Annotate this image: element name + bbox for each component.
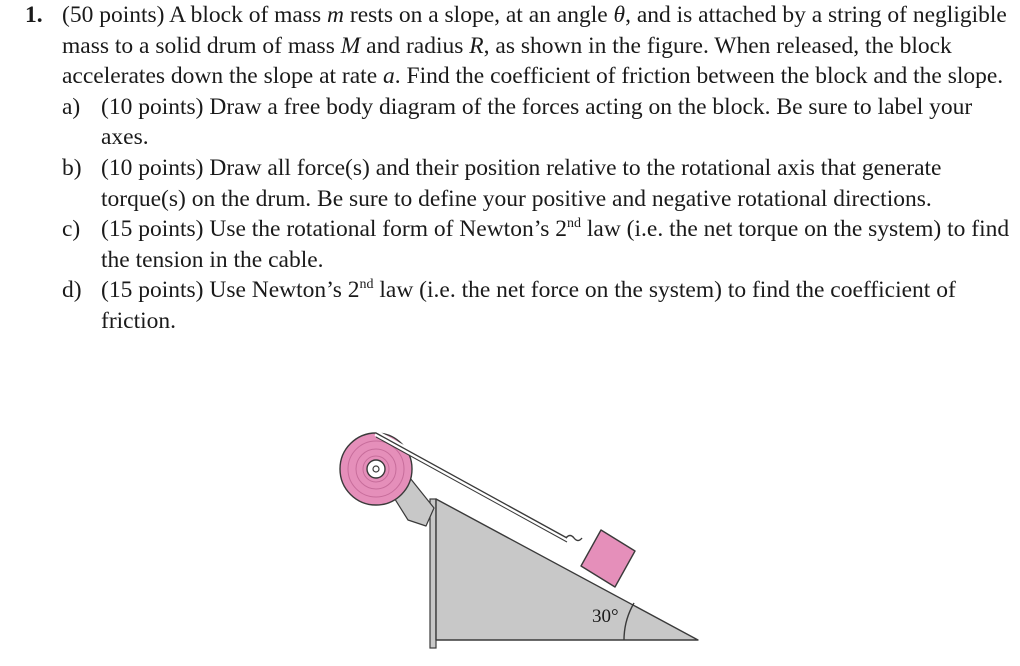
sub-question-a (25, 92, 1015, 153)
superscript-nd: nd (567, 216, 581, 232)
part-text: law (i.e. the net force on the system) to find the coefficient of friction. (101, 277, 956, 334)
problem-1 (25, 0, 1015, 337)
stem-text: and radius (360, 32, 470, 59)
angle-label: 30° (592, 606, 619, 627)
var-a: a (383, 63, 395, 90)
stem-text: , and is attached by a string of negligible mass to a solid drum of mass (62, 2, 1007, 59)
stem-text: . Find the coefficient of friction between the block and the slope. (394, 63, 1004, 90)
part-letter: a) (62, 93, 81, 120)
block (581, 530, 635, 587)
problem-number: 1. (25, 2, 43, 28)
problem-statement (25, 0, 1015, 92)
part-text: (15 points) Use the rotational form of Newton’s 2 (101, 216, 567, 243)
stem-text: A block of mass (164, 2, 328, 28)
part-text: (15 points) Use Newton’s 2 (101, 277, 360, 304)
incline-drum-figure (330, 420, 710, 650)
sub-question-b (25, 153, 1015, 214)
var-theta: θ (613, 2, 626, 28)
problem-points: (50 points) (62, 2, 165, 28)
figure-svg (330, 420, 710, 650)
var-m: m (327, 2, 345, 28)
superscript-nd: nd (359, 277, 374, 293)
stem-text: , as shown in the figure. When released, the block accelerates down the slope at rate (62, 32, 952, 90)
part-letter: b) (62, 154, 82, 181)
sub-question-d (25, 275, 1015, 336)
stem-text: rests on a slope, at an angle (344, 2, 614, 28)
var-M: M (340, 32, 361, 59)
part-letter: c) (62, 216, 81, 243)
wedge-back-wall (430, 499, 436, 648)
sub-question-list (25, 92, 1015, 337)
sub-question-c (25, 214, 1015, 275)
incline-wedge (436, 499, 698, 640)
var-R: R (469, 32, 484, 59)
part-text: law (i.e. the net torque on the system) to find the tension in the cable. (101, 216, 1010, 273)
hook (566, 536, 582, 541)
part-letter: d) (62, 277, 82, 304)
axle-pin (373, 466, 379, 472)
part-text: (10 points) Draw all force(s) and their position relative to the rotational axis that generate torque(s) on the drum. Be sure to define your positive and negative rotational directions. (101, 154, 942, 212)
part-text: (10 points) Draw a free body diagram of the forces acting on the block. Be sure to label your axes. (101, 93, 973, 151)
